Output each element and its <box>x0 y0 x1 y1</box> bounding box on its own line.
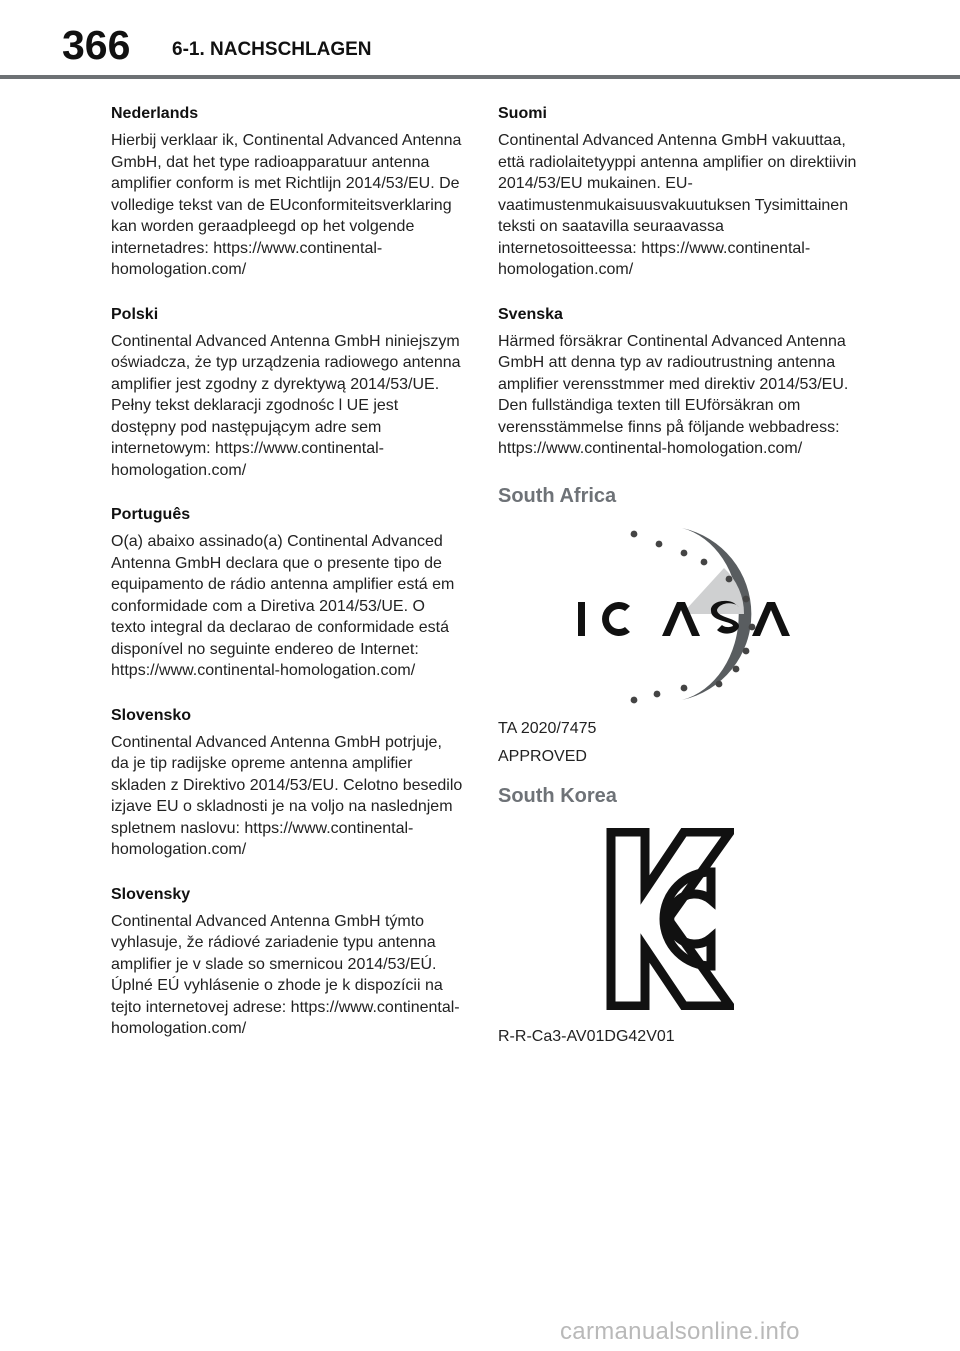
ta-number: TA 2020/7475 <box>498 719 597 737</box>
lang-body: Härmed försäkrar Continental Advanced Antenna GmbH att denna typ av radioutrustning antenna amplifier verensstmmer med direktiv 2014/53/EU. Den fullständiga texten till EUförsäkran om verensstämmelse finns på följande webbadress: https://www.continental-homologation.com/ <box>498 332 849 457</box>
kc-registration-code: R-R-Ca3-AV01DG42V01 <box>498 1027 675 1045</box>
kc-mark-logo <box>606 828 734 1010</box>
lang-body: Continental Advanced Antenna GmbH týmto vyhlasuje, že rádiové zariadenie typu antenna amplifier je v slade so smernicou 2014/53/EÚ. Úplné EÚ vyhlásenie o zhode je k dispozícii na tejto internetovej adrese: https://www.continental-homologation.com/ <box>111 912 460 1037</box>
approval-status: APPROVED <box>498 747 587 765</box>
lang-body: O(a) abaixo assinado(a) Continental Advanced Antenna GmbH declara que o presente tipo de equipamento de rádio antenna amplifier está em conformidade com a Diretiva 2014/53/UE. O texto integral da declarao de conformidade está disponível no seguinte endereo de Internet: https://www.continental-homologation.com/ <box>111 533 455 679</box>
lang-heading: Português <box>111 506 191 523</box>
lang-heading: Nederlands <box>111 105 199 122</box>
lang-heading: Slovensko <box>111 706 192 724</box>
lang-heading: Slovensky <box>111 885 191 903</box>
lang-block-polski <box>111 303 463 482</box>
region-heading-south-korea: South Korea <box>498 784 617 807</box>
right-column <box>498 102 858 1054</box>
lang-body: Continental Advanced Antenna GmbH niniejszym oświadcza, że typ urządzenia radiowego antenna amplifier jest zgodny z dyrektywą 2014/53/UE. Pełny tekst deklaracji zgodnośc l UE jest dostępny pod następującym adre sem internetowym: https://www.continental-homologation.com/ <box>111 332 461 479</box>
header-rule <box>0 75 960 79</box>
lang-body: Hierbij verklaar ik, Continental Advanced Antenna GmbH, dat het type radioapparatuur antenna amplifier conform is met Richtlijn 2014/53/EU. De volledige tekst van de EUconformiteitsverklaring kan worden geraadpleegd op het volgende internetadres: https://www.continental-homologation.com/ <box>111 132 462 278</box>
page-number: 366 <box>62 22 131 68</box>
section-title: 6-1. NACHSCHLAGEN <box>172 39 372 60</box>
watermark: carmanualsonline.info <box>560 1318 800 1345</box>
icasa-logo <box>564 524 794 704</box>
lang-block-slovensky <box>111 883 463 1040</box>
lang-body: Continental Advanced Antenna GmbH potrjuje, da je tip radijske opreme antenna amplifier skladen z Direktivo 2014/53/EU. Celotno besedilo izjave EU o skladnosti je na voljo na naslednjem spletnem naslovu: https://www.continental-homologation.com/ <box>111 733 463 858</box>
lang-block-suomi <box>498 102 858 281</box>
lang-heading: Svenska <box>498 305 563 323</box>
page-header <box>0 0 960 82</box>
lang-body: Continental Advanced Antenna GmbH vakuuttaa, että radiolaitetyyppi antenna amplifier on direktiivin 2014/53/EU mukainen. EU-vaatimustenmukaisuusvakuutuksen Tysimittainen teksti on saatavilla seuraavassa internetosoitteessa: https://www.continental-homologation.com/ <box>498 132 857 278</box>
lang-block-nederlands <box>111 102 463 281</box>
lang-block-slovensko <box>111 704 463 861</box>
lang-block-portugues <box>111 503 463 682</box>
lang-block-svenska <box>498 303 858 460</box>
region-heading-south-africa: South Africa <box>498 484 617 507</box>
lang-heading: Suomi <box>498 105 547 122</box>
left-column <box>111 102 463 1062</box>
lang-heading: Polski <box>111 305 159 323</box>
